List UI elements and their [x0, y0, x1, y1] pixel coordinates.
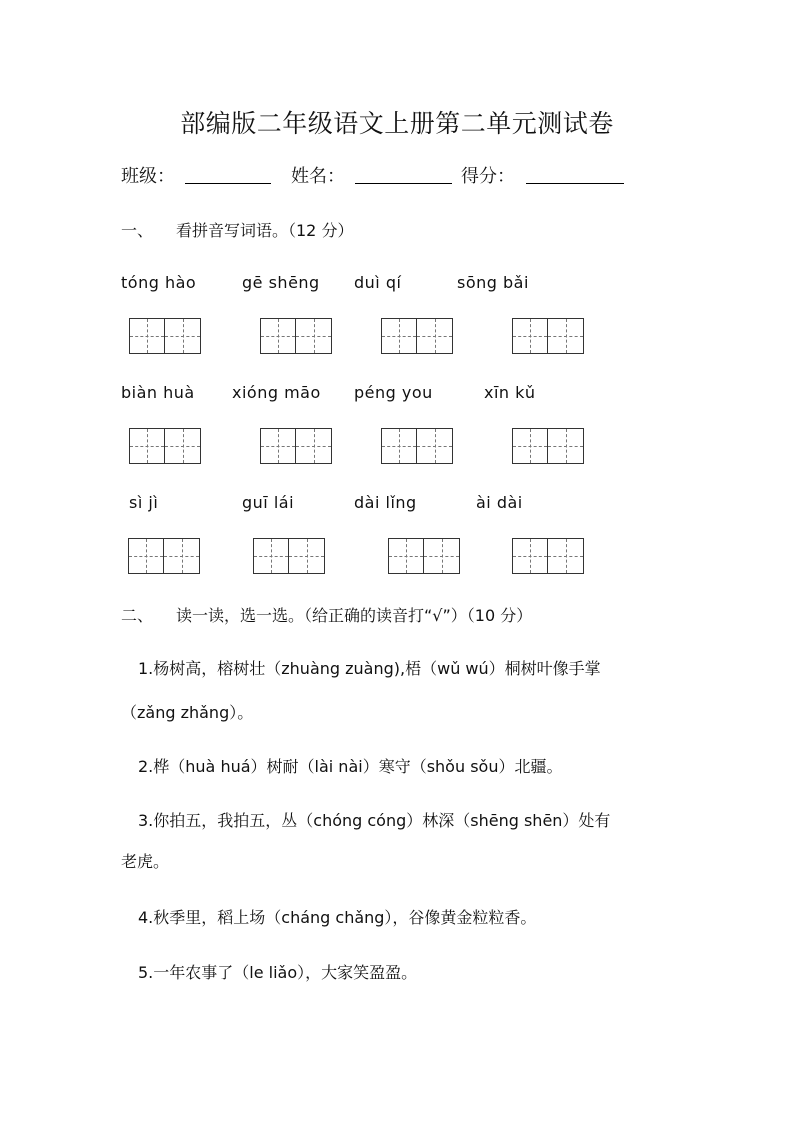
pinyin-word: ài dài [476, 493, 523, 512]
writing-box-pair[interactable] [260, 428, 332, 464]
pinyin-word: xīn kǔ [484, 383, 536, 402]
class-blank [185, 164, 271, 184]
writing-box-pair[interactable] [253, 538, 325, 574]
writing-cell[interactable] [381, 318, 417, 354]
score-blank [526, 164, 624, 184]
writing-box-pair[interactable] [128, 538, 200, 574]
section1-number: 一、 [121, 221, 154, 240]
question-line: （zǎng zhǎng）。 [121, 703, 254, 722]
writing-cell[interactable] [165, 318, 201, 354]
writing-cell[interactable] [260, 318, 296, 354]
writing-cell[interactable] [417, 318, 453, 354]
question-line: 5.一年农事了（le liǎo），大家笑盈盈。 [138, 963, 418, 982]
pinyin-word: sì jì [129, 493, 159, 512]
writing-box-pair[interactable] [512, 538, 584, 574]
pinyin-word: gē shēng [242, 273, 320, 292]
question-line: 老虎。 [121, 852, 170, 871]
writing-cell[interactable] [548, 318, 584, 354]
writing-cell[interactable] [253, 538, 289, 574]
question-line: 4.秋季里，稻上场（cháng chǎng），谷像黄金粒粒香。 [138, 908, 537, 927]
score-label: 得分： [461, 166, 515, 187]
writing-cell[interactable] [512, 428, 548, 464]
pinyin-word: duì qí [354, 273, 402, 292]
name-blank [355, 164, 452, 184]
writing-cell[interactable] [260, 428, 296, 464]
writing-cell[interactable] [165, 428, 201, 464]
writing-cell[interactable] [164, 538, 200, 574]
writing-box-pair[interactable] [388, 538, 460, 574]
writing-cell[interactable] [512, 538, 548, 574]
writing-cell[interactable] [296, 428, 332, 464]
question-line: 2.桦（huà huá）树耐（lài nài）寒守（shǒu sǒu）北疆。 [138, 757, 563, 776]
writing-cell[interactable] [424, 538, 460, 574]
pinyin-word: tóng hào [121, 273, 197, 292]
writing-cell[interactable] [129, 318, 165, 354]
writing-cell[interactable] [548, 428, 584, 464]
pinyin-word: xióng māo [232, 383, 321, 402]
writing-box-pair[interactable] [512, 428, 584, 464]
pinyin-word: guī lái [242, 493, 295, 512]
writing-cell[interactable] [512, 318, 548, 354]
class-label: 班级： [121, 166, 175, 187]
page-title: 部编版二年级语文上册第二单元测试卷 [180, 109, 614, 138]
writing-cell[interactable] [417, 428, 453, 464]
writing-box-pair[interactable] [129, 318, 201, 354]
section2-number: 二、 [121, 606, 154, 625]
name-label: 姓名： [291, 166, 345, 187]
writing-cell[interactable] [296, 318, 332, 354]
pinyin-word: péng you [354, 383, 433, 402]
writing-box-pair[interactable] [381, 318, 453, 354]
writing-cell[interactable] [129, 428, 165, 464]
pinyin-word: sōng bǎi [457, 273, 529, 292]
writing-box-pair[interactable] [129, 428, 201, 464]
writing-box-pair[interactable] [260, 318, 332, 354]
question-line: 1.杨树高，榕树壮（zhuàng zuàng),梧（wǔ wú）桐树叶像手掌 [138, 659, 601, 678]
writing-box-pair[interactable] [381, 428, 453, 464]
writing-cell[interactable] [289, 538, 325, 574]
writing-cell[interactable] [381, 428, 417, 464]
writing-cell[interactable] [128, 538, 164, 574]
pinyin-word: biàn huà [121, 383, 195, 402]
writing-box-pair[interactable] [512, 318, 584, 354]
question-line: 3.你拍五，我拍五，丛（chóng cóng）林深（shēng shēn）处有 [138, 811, 611, 830]
section2-heading: 读一读，选一选。（给正确的读音打“√”）（10 分） [176, 606, 533, 625]
writing-cell[interactable] [548, 538, 584, 574]
pinyin-word: dài lǐng [354, 493, 417, 512]
writing-cell[interactable] [388, 538, 424, 574]
section1-heading: 看拼音写词语。（12 分） [176, 221, 354, 240]
